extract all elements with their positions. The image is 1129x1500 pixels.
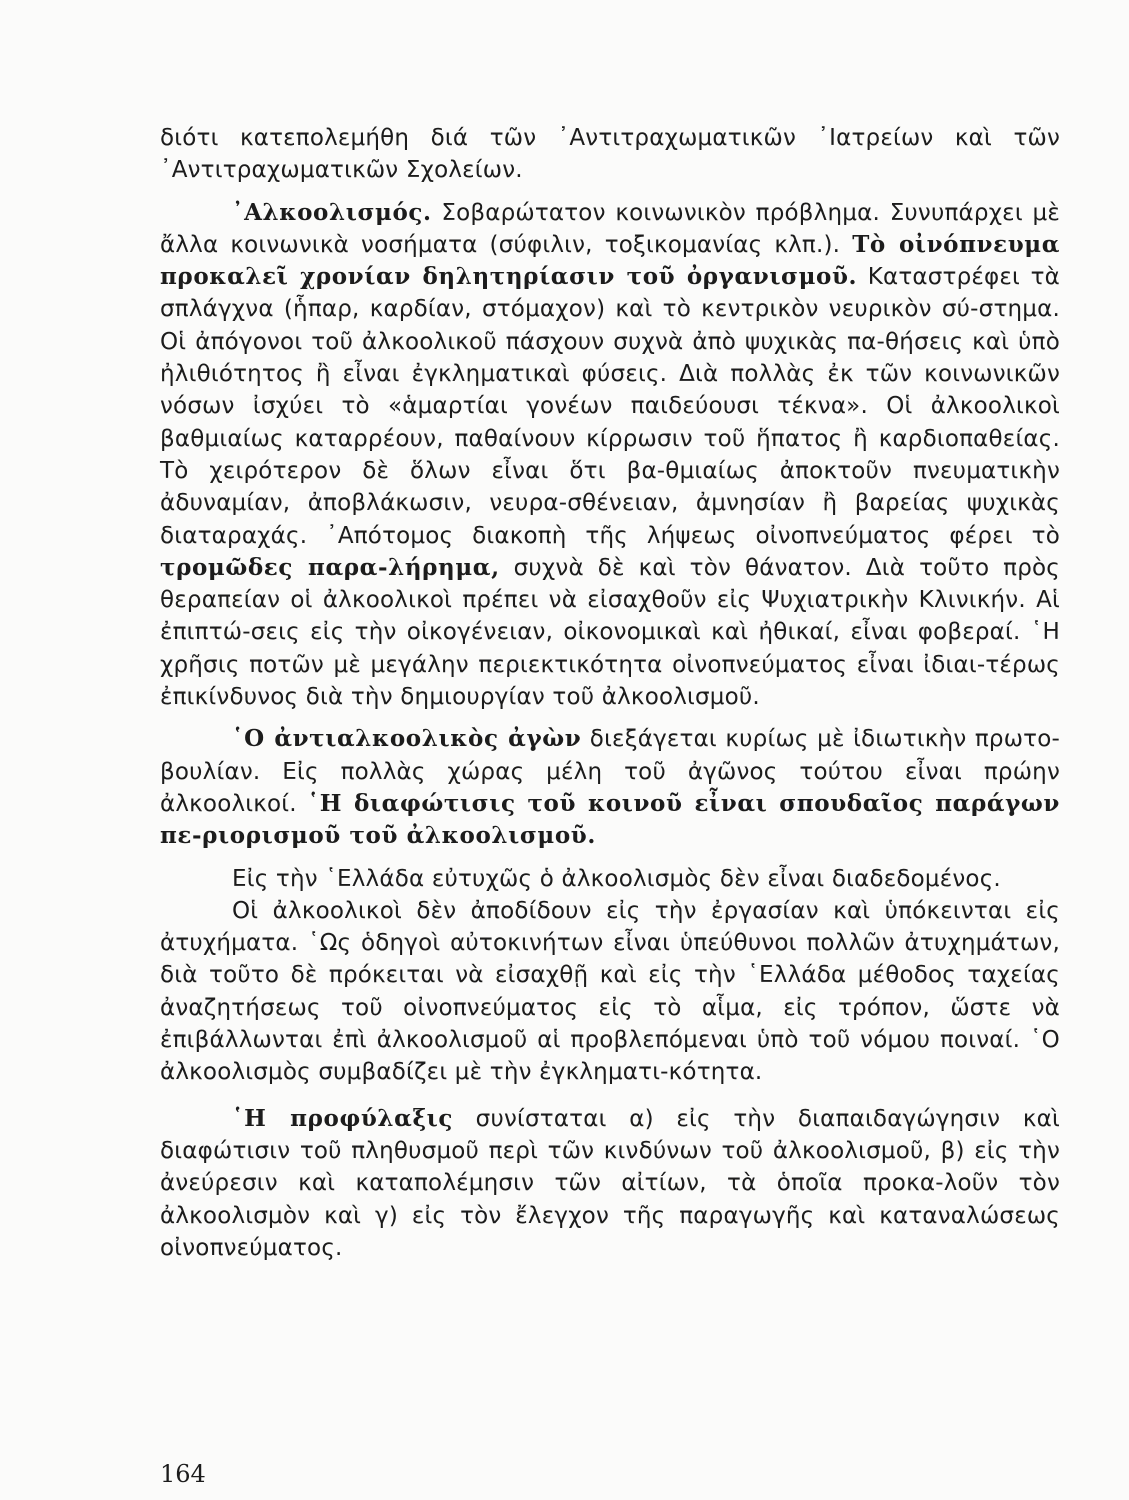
emphasis-text: Τὸ οἰνόπνευμα προκαλεῖ χρονίαν δηλητηρίασιν τοῦ ὀργανισμοῦ. — [160, 230, 1060, 291]
section-heading-prevention: ῾Η προφύλαξις — [232, 1104, 454, 1132]
paragraph-trachoma-continuation — [160, 122, 1060, 187]
paragraph-greece — [160, 863, 1060, 895]
section-heading-anti-alcohol: ῾Ο ἀντιαλκοολικὸς ἀγὼν — [232, 725, 582, 753]
emphasis-text: τρομῶδες παρα-λήρημα, — [160, 553, 500, 581]
emphasis-text: ῾Η διαφώτισις τοῦ κοινοῦ εἶναι σπουδαῖος παράγων πε-ριορισμοῦ τοῦ ἀλκοολισμοῦ. — [160, 789, 1060, 850]
section-heading-alcoholism: ᾽Αλκοολισμός. — [232, 198, 432, 226]
paragraph-text: Καταστρέφει τὰ σπλάγχνα (ἧπαρ, καρδίαν, στόμαχον) καὶ τὸ κεντρικὸν νευρικὸν σύ-στημα. Οἱ ἀπόγονοι τοῦ ἀλκοολικοῦ πάσχουν συχνὰ ἀπὸ ψυχικὰς πα-θήσεις καὶ ὑπὸ ἠλιθιότητος ἢ εἶναι ἐγκληματικαὶ φύσεις. Διὰ πολλὰς ἐκ τῶν κοινωνικῶν νόσων ἰσχύει τὸ «ἁμαρτίαι γονέων παιδεύουσι τέκνα». Οἱ ἀλκοολικοὶ βαθμιαίως καταρρέουν, παθαίνουν κίρρωσιν τοῦ ἥπατος ἢ καρδιοπαθείας. Τὸ χειρότερον δὲ ὅλων εἶναι ὅτι βα-θμιαίως ἀποκτοῦν πνευματικὴν ἀδυναμίαν, ἀποβλάκωσιν, νευρα-σθένειαν, ἀμνησίαν ἢ βαρείας ψυχικὰς διαταραχάς. ᾽Απότομος διακοπὴ τῆς λήψεως οἰνοπνεύματος φέρει τὸ — [160, 264, 1060, 549]
paragraph-text: διότι κατεπολεμήθη διά τῶν ᾽Αντιτραχωματικῶν ᾽Ιατρείων καὶ τῶν ᾽Αντιτραχωματικῶν Σχολείων. — [160, 125, 1060, 184]
paragraph-alcoholism — [160, 197, 1060, 714]
paragraph-text: Σοβαρώτατον κοινωνικὸν πρόβλημα. Συνυπάρχει μὲ ἄλλα κοινωνικὰ νοσήματα (σύφιλιν, τοξικομανίας κλπ.). — [160, 199, 1060, 258]
body-text — [160, 122, 1060, 1264]
paragraph-text: Εἰς τὴν ῾Ελλάδα εὐτυχῶς ὁ ἀλκοολισμὸς δὲν εἶναι διαδεδομένος. — [232, 865, 1001, 892]
paragraph-anti-alcohol-struggle — [160, 723, 1060, 852]
paragraph-text: συνίσταται α) εἰς τὴν διαπαιδαγώγησιν καὶ διαφώτισιν τοῦ πληθυσμοῦ περὶ τῶν κινδύνων τοῦ ἀλκοολισμοῦ, β) εἰς τὴν ἀνεύρεσιν καὶ καταπολέμησιν τῶν αἰτίων, τὰ ὁποῖα προκα-λοῦν τὸν ἀλκοολισμὸν καὶ γ) εἰς τὸν ἔλεγχον τῆς παραγωγῆς καὶ καταναλώσεως οἰνοπνεύματος. — [160, 1105, 1060, 1261]
paragraph-text: συχνὰ δὲ καὶ τὸν θάνατον. Διὰ τοῦτο πρὸς θεραπείαν οἱ ἀλκοολικοὶ πρέπει νὰ εἰσαχθοῦν εἰς Ψυχιατρικὴν Κλινικήν. Αἱ ἐπιπτώ-σεις εἰς τὴν οἰκογένειαν, οἰκονομικαὶ καὶ ἠθικαί, εἶναι φοβεραί. ῾Η χρῆσις ποτῶν μὲ μεγάλην περιεκτικότητα οἰνοπνεύματος εἶναι ἰδιαι-τέρως ἐπικίνδυνος διὰ τὴν δημιουργίαν τοῦ ἀλκοολισμοῦ. — [160, 554, 1060, 711]
paragraph-text: Οἱ ἀλκοολικοὶ δὲν ἀποδίδουν εἰς τὴν ἐργασίαν καὶ ὑπόκεινται εἰς ἀτυχήματα. ῾Ως ὁδηγοὶ αὐτοκινήτων εἶναι ὑπεύθυνοι πολλῶν ἀτυχημάτων, διὰ τοῦτο δὲ πρόκειται νὰ εἰσαχθῇ καὶ εἰς τὴν ῾Ελλάδα μέθοδος ταχείας ἀναζητήσεως τοῦ οἰνοπνεύματος εἰς τὸ αἷμα, εἰς τρόπον, ὥστε νὰ ἐπιβάλλωνται ἐπὶ ἀλκοολισμοῦ αἱ προβλεπόμεναι ὑπὸ τοῦ νόμου ποιναί. ῾Ο ἀλκοολισμὸς συμβαδίζει μὲ τὴν ἐγκληματι-κότητα. — [160, 897, 1060, 1086]
paragraph-prevention — [160, 1103, 1060, 1264]
paragraph-accidents — [160, 895, 1060, 1089]
page-number: 164 — [160, 1460, 206, 1488]
paragraph-text: διεξάγεται κυρίως μὲ ἰδιωτικὴν πρωτο-βουλίαν. Εἰς πολλὰς χώρας μέλη τοῦ ἀγῶνος τούτου εἶναι πρώην ἀλκοολικοί. — [160, 726, 1060, 817]
